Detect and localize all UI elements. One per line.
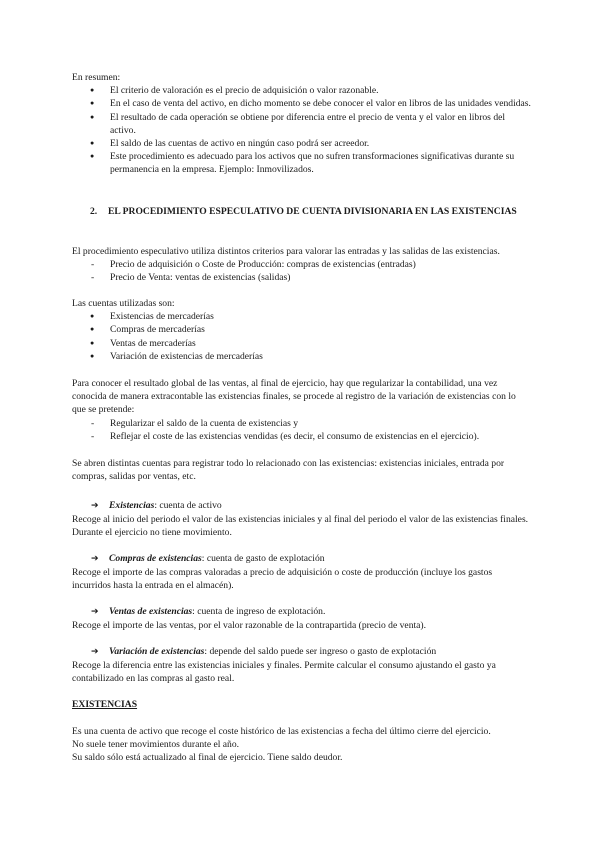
account-item: ● Ventas de mercaderías [72, 337, 532, 350]
account-desc: Recoge la diferencia entre las existencias iniciales y finales. Permite calcular el consumo ajustando el gasto ya contabilizado en las compras al gasto real. [72, 660, 496, 685]
account-desc: Recoge el importe de las ventas, por el valor razonable de la contrapartida (precio de venta). [72, 620, 427, 632]
account-item: ● Compras de mercaderías [72, 323, 532, 336]
account-desc: Recoge el importe de las compras valoradas a precio de adquisición o coste de producción (incluye los gastos incurridos hasta la entrada en el almacén). [72, 567, 493, 592]
procedure-item: - Precio de adquisición o Coste de Producción: compras de existencias (entradas) [72, 258, 532, 271]
account-term: Existencias [109, 500, 155, 511]
existencias-title: EXISTENCIAS [72, 699, 138, 710]
account-desc: Recoge al inicio del periodo el valor de las existencias iniciales y al final del periodo el valor de las existencias finales. Durante el ejercicio no tiene movimiento. [72, 514, 529, 539]
account-type: : depende del saldo puede ser ingreso o gasto de explotación [204, 646, 437, 657]
account-term: Variación de existencias [109, 646, 205, 657]
summary-list [72, 84, 532, 176]
account-def-variacion [72, 645, 532, 686]
account-def-heading [72, 605, 532, 619]
arrow-right-icon: ➔ [91, 554, 99, 564]
summary-bullet: ● El criterio de valoración es el precio de adquisición o valor razonable. [72, 84, 532, 97]
account-term: Ventas de existencias [109, 606, 193, 617]
summary-bullet: ● Este procedimiento es adecuado para los activos que no sufren transformaciones significativas durante su permanencia en la empresa. Ejemplo: Inmovilizados. [72, 150, 532, 176]
accounts-intro: Las cuentas utilizadas son: [72, 298, 175, 309]
existencias-line: No suele tener movimientos durante el año. [72, 739, 240, 751]
section-heading [72, 205, 532, 218]
summary-bullet: ● En el caso de venta del activo, en dicho momento se debe conocer el valor en libros de las unidades vendidas. [72, 97, 532, 110]
existencias-line: Su saldo sólo está actualizado al final de ejercicio. Tiene saldo deudor. [72, 752, 343, 764]
procedure-block [72, 245, 532, 285]
existencias-line: Es una cuenta de activo que recoge el coste histórico de las existencias a fecha del último cierre del ejercicio. [72, 726, 491, 737]
arrow-right-icon: ➔ [91, 607, 99, 617]
account-def-compras [72, 552, 532, 593]
summary-block [72, 71, 532, 177]
account-def-heading [72, 552, 532, 566]
account-def-heading [72, 645, 532, 659]
summary-bullet: ● El saldo de las cuentas de activo en ningún caso podrá ser acreedor. [72, 137, 532, 150]
account-type: : cuenta de gasto de explotación [201, 553, 325, 564]
accounts-block [72, 297, 532, 363]
procedure-item: - Precio de Venta: ventas de existencias (salidas) [72, 271, 532, 284]
account-item: ● Variación de existencias de mercaderías [72, 350, 532, 363]
account-item: ● Existencias de mercaderías [72, 310, 532, 323]
account-def-heading [72, 499, 532, 513]
regularization-item: - Reflejar el coste de las existencias vendidas (es decir, el consumo de existencias en el ejercicio). [72, 430, 532, 443]
account-type: : cuenta de activo [154, 500, 222, 511]
regularization-item: - Regularizar el saldo de la cuenta de existencias y [72, 417, 532, 430]
account-def-ventas [72, 605, 532, 632]
existencias-body [72, 725, 532, 765]
existencias-section [72, 698, 532, 711]
accounts-opened-block [72, 457, 532, 483]
section-title: EL PROCEDIMIENTO ESPECULATIVO DE CUENTA DIVISIONARIA EN LAS EXISTENCIAS [108, 206, 517, 217]
summary-bullet: ● El resultado de cada operación se obtiene por diferencia entre el precio de venta y el valor en libros del activo. [72, 111, 532, 137]
account-term: Compras de existencias [109, 553, 202, 564]
accounts-opened-text: Se abren distintas cuentas para registrar todo lo relacionado con las existencias: existencias iniciales, entrada por compras, salidas por ventas, etc. [72, 458, 505, 483]
arrow-right-icon: ➔ [91, 647, 99, 657]
summary-intro: En resumen: [72, 72, 121, 83]
regularization-text: Para conocer el resultado global de las ventas, al final de ejercicio, hay que regularizar la contabilidad, una vez conocida de manera extracontable las existencias finales, se procede al registro de la variación de existencias con lo que se pretende: [72, 378, 516, 416]
regularization-block [72, 377, 532, 443]
accounts-list [72, 310, 532, 363]
regularization-list [72, 417, 532, 443]
section-number: 2. [90, 206, 98, 217]
procedure-list [72, 258, 532, 284]
procedure-intro: El procedimiento especulativo utiliza distintos criterios para valorar las entradas y las salidas de las existencias. [72, 246, 500, 257]
arrow-right-icon: ➔ [91, 501, 99, 511]
account-def-existencias [72, 499, 532, 540]
account-type: : cuenta de ingreso de explotación. [192, 606, 326, 617]
